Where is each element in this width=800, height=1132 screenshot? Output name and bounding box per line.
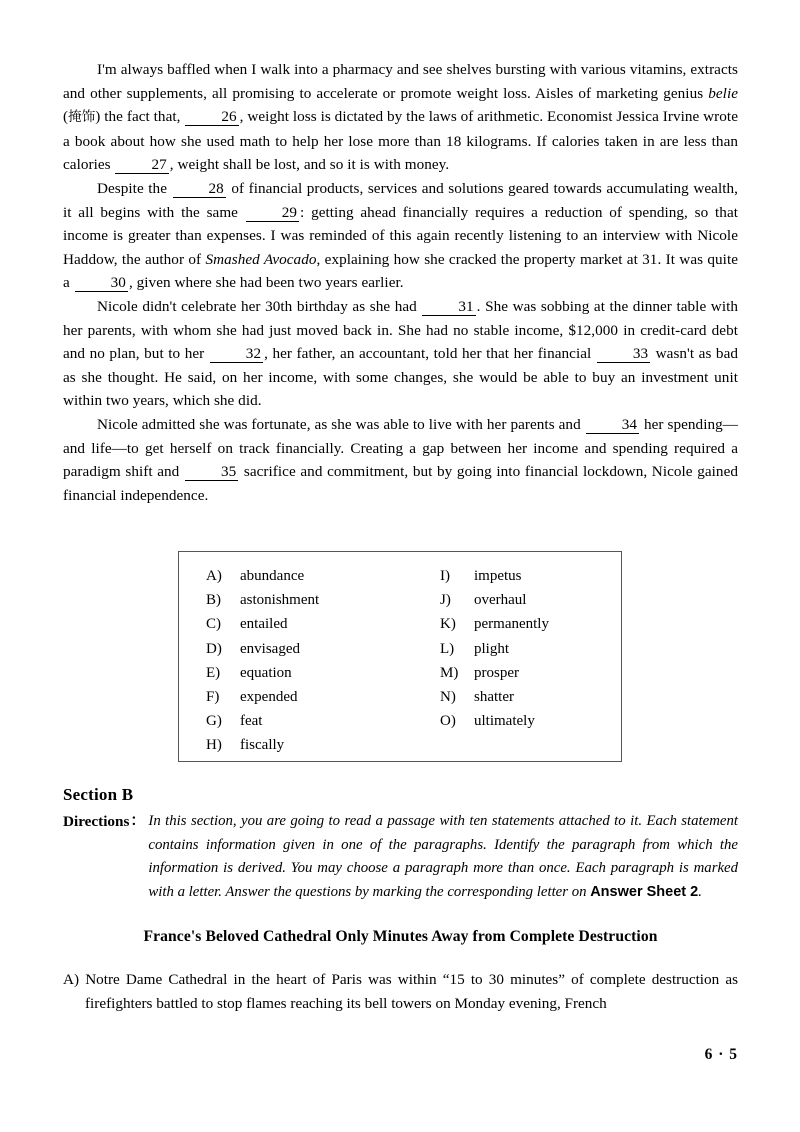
passage-text: of financial products, services and solutions geared towards accumulating wealth, it all begins with the same xyxy=(63,179,738,221)
word-bank-option[interactable] xyxy=(206,733,319,757)
passage-text: . She was sobbing at the dinner table with her parents, with whom she had just moved back in. She had no stable income, $12,000 in credit-card debt and no plan, but to her xyxy=(63,297,738,363)
passage-text: I'm always baffled when I walk into a pharmacy and see shelves bursting with various vitamins, extracts and other supplements, all promising to accelerate or promote weight loss. Aisles of marketing genius xyxy=(63,61,738,102)
cloze-blank-33[interactable]: 33 xyxy=(597,345,650,363)
cloze-blank-35[interactable]: 35 xyxy=(185,463,238,481)
chinese-gloss: 掩饰 xyxy=(68,109,96,126)
word-bank-word: permanently xyxy=(474,616,549,633)
word-bank-letter: K) xyxy=(440,616,456,633)
word-bank-option[interactable] xyxy=(206,564,319,588)
cloze-paragraph xyxy=(63,295,738,413)
cloze-blank-31[interactable]: 31 xyxy=(422,298,475,316)
word-bank-box xyxy=(178,551,622,762)
passage-title: France's Beloved Cathedral Only Minutes Away from Complete Destruction xyxy=(143,928,658,946)
directions-text-part1: In this section, you are going to read a passage with ten statements attached to it. Each statement contains information given in one of the paragraphs. Identify the paragraph from which the information is derived. You may choose a paragraph more than once. Each paragraph is marked with a letter. Answer the questions by marking the corresponding letter on xyxy=(148,813,738,900)
word-bank-option[interactable] xyxy=(440,588,549,612)
cloze-blank-32[interactable]: 32 xyxy=(210,345,263,363)
word-bank-letter: G) xyxy=(206,713,222,730)
word-bank-option[interactable] xyxy=(206,637,319,661)
word-bank-letter: J) xyxy=(440,592,451,609)
cloze-passage-section xyxy=(63,58,738,507)
word-bank-word: equation xyxy=(240,664,292,681)
passage-text: , given where she had been two years earlier. xyxy=(128,274,404,292)
cloze-paragraph-list xyxy=(63,58,738,507)
section-b xyxy=(63,785,738,1016)
word-bank-option[interactable] xyxy=(440,661,549,685)
word-bank-option[interactable] xyxy=(206,612,319,636)
passage-text: : getting ahead financially requires a reduction of spending, so that income is greater than expenses. I was reminded of this again recently listening to an interview with Nicole Haddow, the author of xyxy=(63,203,738,268)
word-bank-letter: A) xyxy=(206,568,222,584)
word-bank-letter: F) xyxy=(206,689,220,706)
cloze-blank-28[interactable]: 28 xyxy=(173,180,226,198)
directions-block xyxy=(63,810,738,904)
word-bank-word: overhaul xyxy=(474,592,527,609)
word-bank-letter: E) xyxy=(206,664,221,681)
directions-label: Directions xyxy=(63,813,130,830)
cloze-paragraph xyxy=(63,177,738,295)
cloze-paragraph xyxy=(63,58,738,177)
cloze-blank-34[interactable]: 34 xyxy=(586,416,639,434)
word-bank-letter: O) xyxy=(440,713,456,730)
word-bank-letter: I) xyxy=(440,568,450,584)
word-bank-word: plight xyxy=(474,640,510,657)
word-bank-word: prosper xyxy=(474,664,519,681)
passage-text: ) the fact that, xyxy=(95,108,185,126)
word-bank-word: expended xyxy=(240,689,298,706)
word-bank-option[interactable] xyxy=(440,637,549,661)
word-bank-letter: C) xyxy=(206,616,221,633)
word-bank-option[interactable] xyxy=(440,612,549,636)
paragraph-text: Notre Dame Cathedral in the heart of Paris was within “15 to 30 minutes” of complete destruction as firefighters battled to stop flames reaching its bell towers on Monday evening, French xyxy=(85,971,738,1012)
word-bank-word: entailed xyxy=(240,616,288,633)
word-bank-word: envisaged xyxy=(240,640,300,657)
directions-text-part2: . xyxy=(698,883,702,900)
cloze-blank-29[interactable]: 29 xyxy=(246,204,299,222)
cloze-blank-30[interactable]: 30 xyxy=(75,274,128,292)
italic-text: Smashed Avocado xyxy=(205,250,317,268)
passage-paragraph-list xyxy=(63,968,738,1015)
passage-text: Nicole admitted she was fortunate, as she was able to live with her parents and xyxy=(97,415,585,433)
passage-text: sacrifice and commitment, but by going into financial lockdown, Nicole gained financial independence. xyxy=(63,463,738,504)
word-bank-letter: N) xyxy=(440,689,456,706)
italic-text: belie xyxy=(708,84,738,102)
word-bank-letter: L) xyxy=(440,640,455,657)
cloze-blank-27[interactable]: 27 xyxy=(115,156,168,174)
directions-colon: ： xyxy=(130,813,146,829)
word-bank-option[interactable] xyxy=(206,709,319,733)
directions-text xyxy=(148,810,738,904)
passage-text: ( xyxy=(63,108,69,126)
word-bank-word: astonishment xyxy=(240,592,320,609)
passage-text: , her father, an accountant, told her that her financial xyxy=(264,345,596,363)
word-bank-option[interactable] xyxy=(206,685,319,709)
word-bank-letter: H) xyxy=(206,737,222,754)
passage-text: wasn't as bad as she thought. He said, on her income, with some changes, she would be able to buy an investment unit within two years, which she did. xyxy=(63,345,739,410)
passage-text: her spending—and life—to get herself on track financially. Creating a gap between her income and spending required a paradigm shift and xyxy=(63,415,738,481)
word-bank-letter: D) xyxy=(206,640,222,657)
word-bank-option[interactable] xyxy=(206,588,319,612)
passage-text: , explaining how she cracked the property market at 31. It was quite a xyxy=(63,250,739,292)
word-bank-option[interactable] xyxy=(206,661,319,685)
word-bank-right-column xyxy=(440,564,549,733)
word-bank-option[interactable] xyxy=(440,709,549,733)
word-bank-word: impetus xyxy=(474,568,522,584)
passage-text: Despite the xyxy=(97,179,172,197)
word-bank-letter: B) xyxy=(206,592,221,609)
passage-text: Nicole didn't celebrate her 30th birthday as she had xyxy=(97,297,422,315)
section-b-heading: Section B xyxy=(63,785,134,804)
paragraph-letter: A) xyxy=(63,971,86,989)
word-bank-option[interactable] xyxy=(440,564,549,588)
word-bank-letter: M) xyxy=(440,664,459,681)
page-number: 6 · 5 xyxy=(704,1046,738,1063)
answer-sheet-label: Answer Sheet 2 xyxy=(590,883,699,900)
word-bank-word: abundance xyxy=(240,568,305,584)
passage-paragraph xyxy=(63,968,738,1015)
word-bank-word: ultimately xyxy=(474,713,535,730)
word-bank-word: fiscally xyxy=(240,737,285,754)
cloze-paragraph xyxy=(63,413,738,507)
word-bank-word: feat xyxy=(240,713,263,730)
cloze-blank-26[interactable]: 26 xyxy=(185,108,238,126)
word-bank-left-column xyxy=(206,564,319,758)
passage-text: , weight shall be lost, and so it is with money. xyxy=(169,156,450,174)
word-bank-option[interactable] xyxy=(440,685,549,709)
passage-text: , weight loss is dictated by the laws of arithmetic. Economist Jessica Irvine wrote a book about how she used math to help her lose more than 18 kilograms. If calories taken in are less than calories xyxy=(63,108,738,174)
word-bank-word: shatter xyxy=(474,689,514,706)
